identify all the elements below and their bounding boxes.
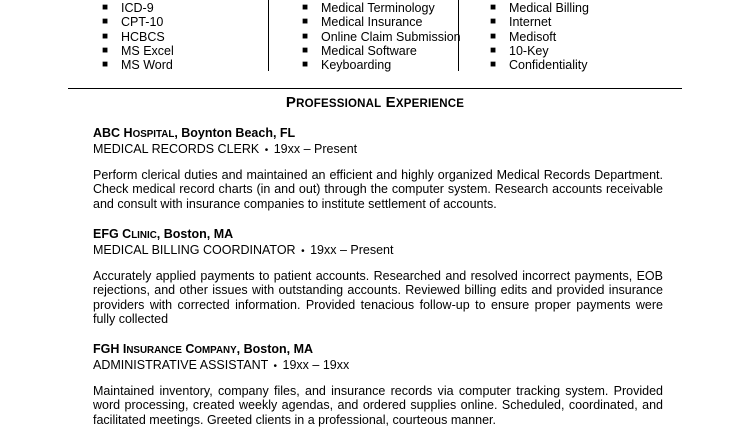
square-bullet-icon: ■ xyxy=(302,16,309,28)
square-bullet-icon: ■ xyxy=(302,59,309,71)
skill-item: ■ HCBCS xyxy=(102,29,165,44)
square-bullet-icon: ■ xyxy=(302,2,309,13)
skills-list-2 xyxy=(300,0,461,72)
square-bullet-icon: ■ xyxy=(102,16,109,28)
job-entry-abc-hospital xyxy=(93,126,663,211)
skills-list-3 xyxy=(488,0,589,72)
job-title: MEDICAL BILLING COORDINATOR xyxy=(93,243,296,257)
section-divider xyxy=(68,88,682,89)
square-bullet-icon: ■ xyxy=(102,30,109,42)
job-title: ADMINISTRATIVE ASSISTANT xyxy=(93,358,269,372)
employer-name: EFG CLINIC, Boston, MA xyxy=(93,227,234,241)
job-entry-fgh-insurance xyxy=(93,342,663,427)
square-bullet-icon: ■ xyxy=(102,59,109,71)
skill-item: ■ CPT-10 xyxy=(102,15,164,30)
skill-item: ■ Confidentiality xyxy=(490,58,588,73)
square-bullet-icon: ■ xyxy=(490,2,497,13)
skills-column-2 xyxy=(300,0,461,72)
job-dates: 19xx – Present xyxy=(310,243,394,257)
job-position xyxy=(93,243,663,259)
square-bullet-icon: ■ xyxy=(302,30,309,42)
employer-name: ABC HOSPITAL, Boynton Beach, FL xyxy=(93,126,296,140)
square-bullet-icon: ■ xyxy=(490,16,497,28)
square-bullet-icon: ■ xyxy=(490,59,497,71)
job-description: Accurately applied payments to patient accounts. Researched and resolved incorrect payments, EOB rejections, and other issues with outstanding accounts. Reviewed billing edits and provided insurance providers with corrected information. Provided tenacious follow-up to ensure proper payments were fully collected xyxy=(93,269,663,327)
skills-column-1 xyxy=(100,0,174,72)
job-description: Perform clerical duties and maintained an efficient and highly organized Medical Records Department. Check medical record charts (in and out) through the computer system. Research accounts receivable and consult with insurance companies to institute settlement of accounts. xyxy=(93,168,663,211)
job-entry-efg-clinic xyxy=(93,227,663,327)
skill-item: ■ Online Claim Submission xyxy=(302,29,461,44)
square-bullet-icon: ■ xyxy=(490,30,497,42)
job-position xyxy=(93,358,663,374)
skill-item: ■ Medical Billing xyxy=(490,1,589,15)
job-dates: 19xx – Present xyxy=(273,142,358,156)
bullet-separator-icon: • xyxy=(273,361,278,372)
job-dates: 19xx – 19xx xyxy=(282,358,350,372)
skill-item: ■ MS Excel xyxy=(102,43,174,58)
skill-item: ■ Internet xyxy=(490,15,552,30)
square-bullet-icon: ■ xyxy=(302,44,309,56)
job-position xyxy=(93,142,663,158)
skill-item: ■ Keyboarding xyxy=(302,58,392,73)
skill-item: ■ Medical Insurance xyxy=(302,15,423,30)
skill-item: ■ Medical Software xyxy=(302,43,417,58)
skill-item: ■ MS Word xyxy=(102,58,173,73)
square-bullet-icon: ■ xyxy=(102,44,109,56)
job-description: Maintained inventory, company files, and insurance records via computer tracking system. Provided word processing, created weekly agendas, and ordered supplies online. Scheduled, coordinated, and facilitated meetings. Greeted clients in a professional, courteous manner. xyxy=(93,384,663,427)
column-divider-1 xyxy=(268,0,269,71)
bullet-separator-icon: • xyxy=(264,145,269,156)
skill-item: ■ Medical Terminology xyxy=(302,1,435,15)
skills-list-1 xyxy=(100,0,174,72)
skills-grid xyxy=(60,0,700,72)
skill-item: ■ 10-Key xyxy=(490,43,549,58)
skill-item: ■ ICD-9 xyxy=(102,1,154,15)
skills-column-3 xyxy=(488,0,589,72)
square-bullet-icon: ■ xyxy=(490,44,497,56)
column-divider-2 xyxy=(458,0,459,71)
section-heading-professional-experience: PROFESSIONAL EXPERIENCE xyxy=(285,94,465,111)
bullet-separator-icon: • xyxy=(301,246,305,257)
employer-name: FGH INSURANCE COMPANY, Boston, MA xyxy=(93,342,314,356)
job-title: MEDICAL RECORDS CLERK xyxy=(93,142,260,156)
square-bullet-icon: ■ xyxy=(102,2,109,13)
skill-item: ■ Medisoft xyxy=(490,29,557,44)
